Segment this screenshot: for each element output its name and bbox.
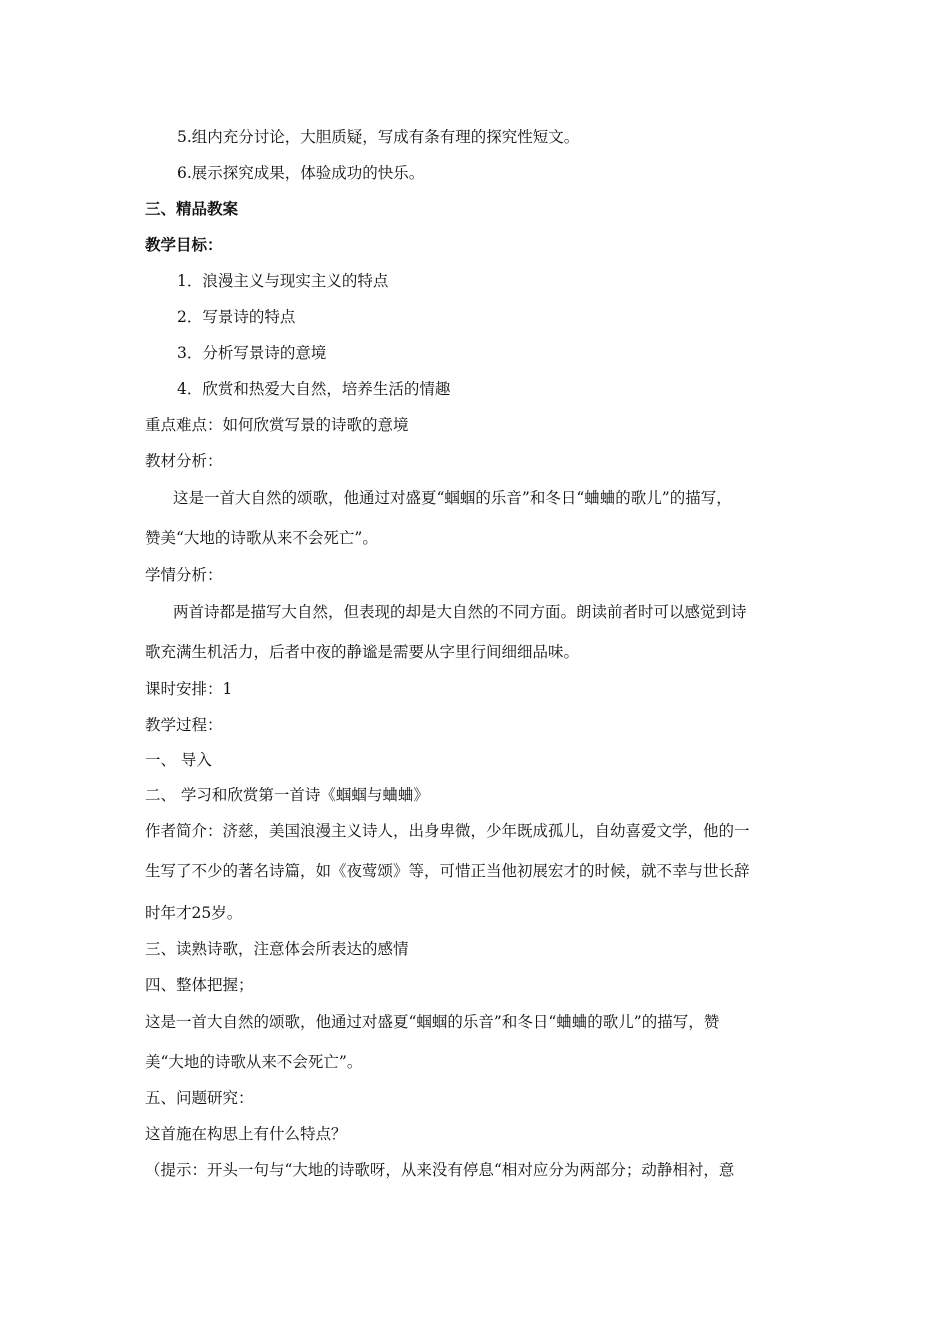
hint-line: （提示：开头一句与“大地的诗歌呀，从来没有停息“相对应分为两部分；动静相衬，意 xyxy=(145,1161,735,1179)
step-6: 6.展示探究成果，体验成功的快乐。 xyxy=(177,164,425,182)
process-step: 四、整体把握； xyxy=(145,976,254,994)
class-schedule: 课时安排：1 xyxy=(145,680,233,698)
objective-item: 2．写景诗的特点 xyxy=(177,308,296,326)
process-step: 三、读熟诗歌，注意体会所表达的感情 xyxy=(145,940,409,958)
process-step: 一、 导入 xyxy=(145,751,212,769)
process-step: 二、 学习和欣赏第一首诗《蝈蝈与蛐蛐》 xyxy=(145,786,429,804)
paragraph-line: 两首诗都是描写大自然，但表现的却是大自然的不同方面。朗读前者时可以感觉到诗 xyxy=(173,603,747,621)
paragraph-line: 作者简介：济慈，美国浪漫主义诗人，出身卑微，少年既成孤儿，自幼喜爱文学，他的一 xyxy=(145,822,750,840)
material-analysis-heading: 教材分析： xyxy=(145,452,223,470)
objective-item: 4．欣赏和热爱大自然，培养生活的情趣 xyxy=(177,380,451,398)
student-analysis-heading: 学情分析： xyxy=(145,566,223,584)
paragraph-line: 生写了不少的著名诗篇，如《夜莺颂》等，可惜正当他初展宏才的时候，就不幸与世长辞 xyxy=(145,862,750,880)
objective-item: 3．分析写景诗的意境 xyxy=(177,344,327,362)
question-line: 这首施在构思上有什么特点？ xyxy=(145,1125,347,1143)
objective-item: 1．浪漫主义与现实主义的特点 xyxy=(177,272,389,290)
process-step: 五、问题研究： xyxy=(145,1089,254,1107)
process-heading: 教学过程： xyxy=(145,716,223,734)
paragraph-line: 美“大地的诗歌从来不会死亡”。 xyxy=(145,1053,363,1071)
paragraph-line: 赞美“大地的诗歌从来不会死亡”。 xyxy=(145,529,378,547)
section-heading: 三、精品教案 xyxy=(145,200,239,218)
step-5: 5.组内充分讨论，大胆质疑，写成有条有理的探究性短文。 xyxy=(177,128,580,146)
paragraph-line: 这是一首大自然的颂歌，他通过对盛夏“蝈蝈的乐音”和冬日“蛐蛐的歌儿”的描写， xyxy=(173,489,732,507)
paragraph-line: 时年才25岁。 xyxy=(145,904,243,922)
objectives-heading: 教学目标： xyxy=(145,236,223,254)
paragraph-line: 歌充满生机活力，后者中夜的静谧是需要从字里行间细细品味。 xyxy=(145,643,580,661)
key-difficulty: 重点难点：如何欣赏写景的诗歌的意境 xyxy=(145,416,409,434)
paragraph-line: 这是一首大自然的颂歌，他通过对盛夏“蝈蝈的乐音”和冬日“蛐蛐的歌儿”的描写，赞 xyxy=(145,1013,720,1031)
